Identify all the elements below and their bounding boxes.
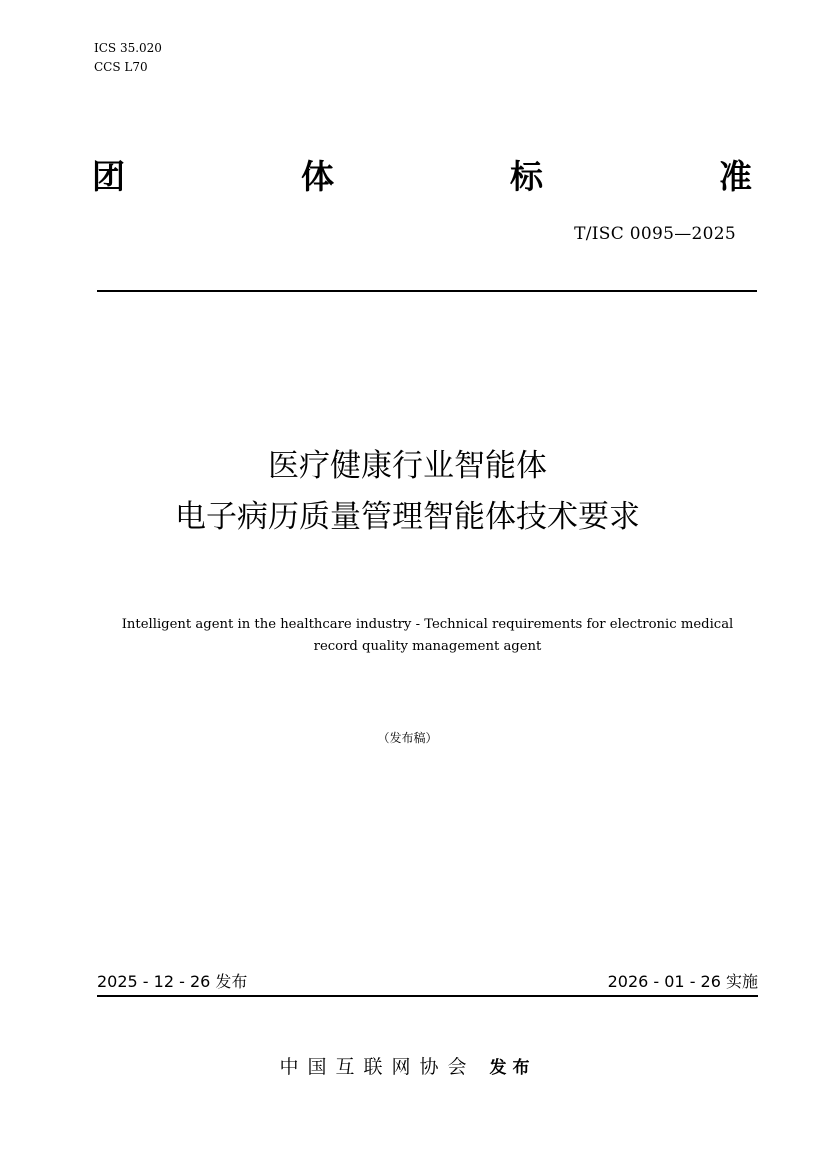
title-line-2: 电子病历质量管理智能体技术要求	[175, 499, 640, 535]
standard-type-char: 团	[92, 157, 125, 196]
english-title-line-2: record quality management agent	[313, 639, 542, 654]
standard-number: T/ISC 0095—2025	[574, 224, 736, 244]
bottom-divider	[97, 995, 758, 997]
ics-code: ICS 35.020	[94, 41, 162, 55]
standard-type-heading	[92, 155, 752, 199]
standard-type-char: 标	[510, 157, 543, 196]
standard-type-char: 准	[719, 157, 752, 196]
english-title	[100, 614, 755, 658]
publisher-verb: 发布	[489, 1058, 536, 1078]
publisher-line	[0, 1052, 815, 1079]
document-title	[0, 441, 815, 543]
draft-status-label: （发布稿）	[377, 731, 438, 745]
dates-row	[97, 970, 758, 994]
publish-date: 2025 - 12 - 26 发布	[97, 972, 248, 991]
classification-codes	[94, 39, 162, 77]
implement-date: 2026 - 01 - 26 实施	[607, 972, 758, 991]
english-title-line-1: Intelligent agent in the healthcare industry - Technical requirements for electronic medical	[121, 617, 734, 632]
title-line-1: 医疗健康行业智能体	[268, 448, 547, 484]
standard-type-char: 体	[301, 157, 334, 196]
ccs-code: CCS L70	[94, 60, 148, 74]
publisher-name: 中国互联网协会	[279, 1056, 476, 1078]
top-divider	[97, 290, 757, 292]
